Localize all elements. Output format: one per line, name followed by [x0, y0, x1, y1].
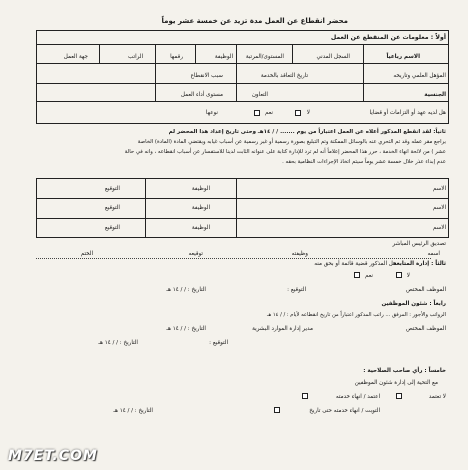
- followup-question: هل المذكور قضية قائمة أو بحق منه: [314, 261, 396, 267]
- col-workplace: جهة العمل: [63, 54, 88, 60]
- obligations-type: نوعها: [205, 110, 218, 116]
- absence-reason-label: سبب الانقطاع: [190, 73, 223, 79]
- personnel-head: رابعاً : شئون الموظفين: [381, 301, 446, 307]
- supervisor-stamp: الختم: [80, 251, 93, 257]
- followup-officer: الموظف المختص: [405, 287, 446, 293]
- form-title: محضر انقطاع عن العمل مدة تزيد عن خمسة عشر يوماً: [161, 17, 348, 25]
- personnel-date-2: التاريخ : / / ١٤ هـ: [98, 340, 138, 346]
- obligations-yes: نعم: [265, 110, 273, 116]
- followup-sign: التوقيع :: [287, 287, 306, 293]
- witness-table: [36, 178, 449, 238]
- nationality-label: الجنسية: [424, 92, 446, 98]
- followup-date: التاريخ : / / ١٤ هـ: [166, 287, 206, 293]
- followup-no-checkbox[interactable]: [396, 272, 402, 278]
- witness1-name: الاسم: [432, 186, 446, 192]
- watermark-logo: M7ET.COM: [8, 447, 98, 464]
- authority-greeting: مع التحية إلى إدارة شئون الموظفين: [354, 380, 438, 386]
- witness2-name: الاسم: [432, 205, 446, 211]
- witness3-name: الاسم: [432, 225, 446, 231]
- authority-opt-a-checkbox[interactable]: [396, 393, 402, 399]
- authority-opt-a: لا تعتمد: [428, 394, 446, 400]
- personnel-sign: التوقيع :: [209, 340, 228, 346]
- col-job-no: رقمها: [170, 54, 183, 60]
- col-salary: الراتب: [128, 54, 143, 60]
- col-name: الاسم رباعياً: [386, 54, 420, 60]
- para-1: ثانياً: لقد انقطع المذكور أعلاه عن العمل اعتباراً من يوم ....... / / ١٤هـ وحتى تاريخ إعداد هذا المحضر لم: [168, 129, 446, 135]
- cooperation-label: التعاون: [251, 92, 268, 98]
- obligations-label: هل لديه عهد أو التزامات أو قضايا: [369, 110, 446, 116]
- supervisor-job: وظيفته: [291, 251, 308, 257]
- personnel-line: الرواتب والأجور : المرفق ... راتب المذكور اعتباراً من تاريخ انقطاعه لأيام : / / ١٤ هـ: [266, 312, 446, 318]
- followup-yes: نعم: [365, 273, 373, 279]
- obligations-yes-checkbox[interactable]: [254, 110, 260, 116]
- followup-no: لا: [406, 273, 410, 279]
- section1-heading: أولاً : معلومات عن المنقطع عن العمل: [330, 34, 446, 41]
- qualification-label: المؤهل العلمي وتاريخه: [393, 73, 446, 79]
- hire-date-label: تاريخ التعاقد بالخدمة: [260, 73, 308, 79]
- personnel-date: التاريخ : / / ١٤ هـ: [166, 326, 206, 332]
- supervisor-sign: توقيعه: [188, 251, 203, 257]
- col-job: الوظيفة: [214, 54, 233, 60]
- witness3-sign: التوقيع: [104, 225, 120, 231]
- personnel-manager: مدير إدارة الموارد البشرية: [252, 326, 313, 332]
- authority-opt-a2-checkbox[interactable]: [302, 393, 308, 399]
- authority-opt-a2: اعتمد / انهاء خدمته: [335, 394, 380, 400]
- witness1-job: الوظيفة: [191, 186, 210, 192]
- witness3-job: الوظيفة: [191, 225, 210, 231]
- personnel-officer: الموظف المختص: [405, 326, 446, 332]
- followup-yes-checkbox[interactable]: [354, 272, 360, 278]
- witness2-sign: التوقيع: [104, 205, 120, 211]
- witness2-job: الوظيفة: [191, 205, 210, 211]
- supervisor-name: اسمه: [427, 251, 440, 257]
- followup-head: ثالثاً : إدارة المتابعة: [393, 261, 446, 267]
- authority-opt-b: التوبت / انهاء خدمته حتى تاريخ: [309, 408, 380, 414]
- witness1-sign: التوقيع: [104, 186, 120, 192]
- col-level: المستوى/المرتبة: [245, 54, 284, 60]
- para-2: يراجع مقر عمله وقد تم التحري عنه بالوسائل الممكنة وتم التبليغ بصورة رسمية أو غير رسمية عن أسباب غيابه ويقتضي المادة (المادة) الخاصة: [137, 139, 446, 145]
- obligations-no: لا: [306, 110, 310, 116]
- obligations-no-checkbox[interactable]: [295, 110, 301, 116]
- supervisor-head: تصديق الرئيس المباشر: [392, 241, 446, 247]
- performance-label: مستوى أداء العمل: [180, 92, 223, 98]
- authority-opt-b-checkbox[interactable]: [274, 407, 280, 413]
- authority-date: التاريخ : / / ١٤ هـ: [113, 408, 153, 414]
- para-4: عدم إبداء عذر خلال خمسة عشر يوماً سيتم اتخاذ الإجراءات النظامية بحقه .: [282, 159, 446, 165]
- authority-head: خامساً : رأي صاحب الصلاحية :: [363, 368, 446, 374]
- col-id: السجل المدني: [316, 54, 350, 60]
- para-3: عشر ) من لائحة انهاء الخدمة ، حرر هذا المحضر إعلاماً أنه لم ترد للإدارة كتابة على عنوانه الثابت لدينا للاستفسار عن أسباب انقطاعه ، وانه في حالة: [124, 149, 446, 155]
